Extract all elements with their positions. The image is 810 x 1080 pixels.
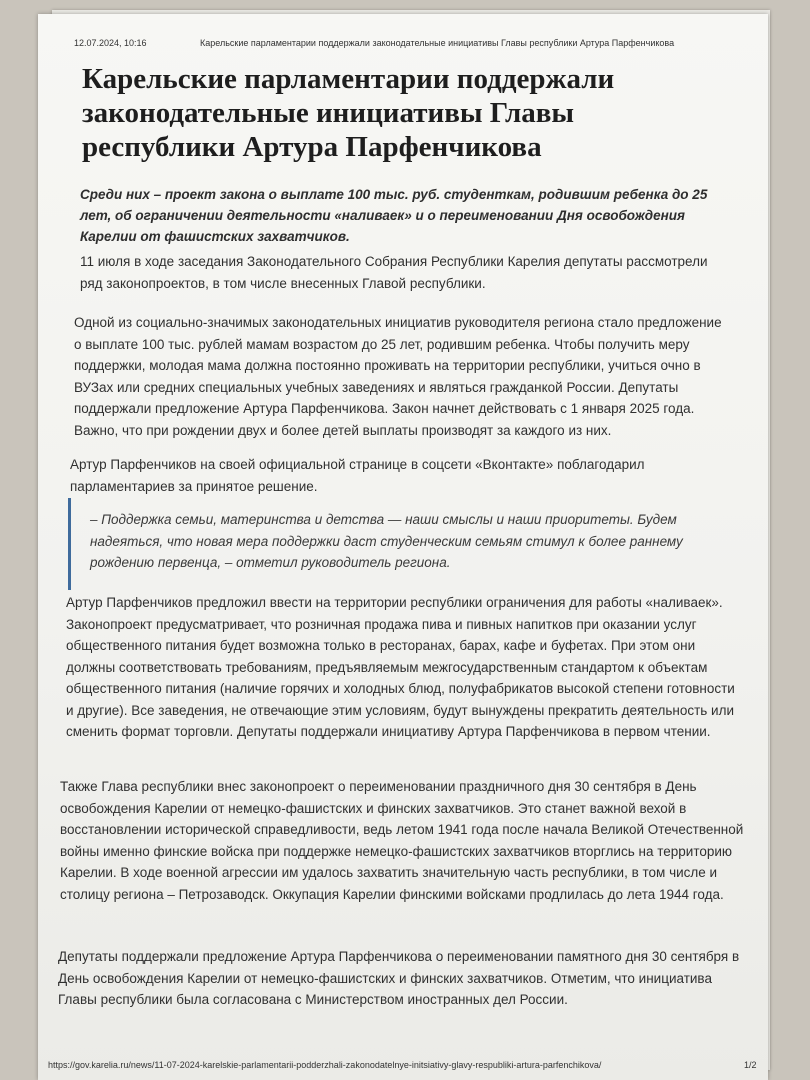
article-paragraph-3: Артур Парфенчиков на своей официальной странице в соцсети «Вконтакте» поблагодарил парламентариев за принятое решение. xyxy=(70,457,645,494)
quote-bar xyxy=(68,498,71,590)
article-paragraph-6: Депутаты поддержали предложение Артура Парфенчикова о переименовании памятного дня 30 сентября в День освобождения Карелии от немецко-фашистских и финских захватчиков. Отметим, что инициатива Главы республики была согласована с Министерством иностранных дел России. xyxy=(58,949,740,1007)
article-paragraph-5: Также Глава республики внес законопроект о переименовании праздничного дня 30 сентября в День освобождения Карелии от немецко-фашистских и финских захватчиков. Это станет важной вехой в восстановлении исторической справедливости, ведь летом 1941 года после начала Великой Отечественной войны именно финские войска при поддержке немецко-фашистских захватчиков вторглись на территорию Карелии. В ходе военной агрессии им удалось захватить значительную часть республики, в том числе и столицу региона – Петрозаводск. Оккупация Карелии финскими войсками продлилась до лета 1944 года. xyxy=(60,779,744,902)
footer-page-number: 1/2 xyxy=(744,1060,757,1070)
article-quote: – Поддержка семьи, материнства и детства — наши смыслы и наши приоритеты. Будем надеяться, что новая мера поддержки даст студенческим семьям стимул к более раннему рождению первенца, – отметил руководитель региона. xyxy=(90,512,683,570)
footer-url: https://gov.karelia.ru/news/11-07-2024-karelskie-parlamentarii-podderzhali-zakonodatelnye-initsiativy-glavy-respubliki-artura-parfenchikova/ xyxy=(48,1060,602,1070)
article-paragraph-2: Одной из социально-значимых законодательных инициатив руководителя региона стало предложение о выплате 100 тыс. рублей мамам возрастом до 25 лет, родившим ребенка. Чтобы получить меру поддержки, молодая мама должна постоянно проживать на территории республики, учиться очно в ВУЗах или средних специальных учебных заведениях и являться гражданкой России. Депутаты поддержали предложение Артура Парфенчикова. Закон начнет действовать с 1 января 2025 года. Важно, что при рождении двух и более детей выплаты производят за каждого из них. xyxy=(74,315,722,438)
article-paragraph-4: Артур Парфенчиков предложил ввести на территории республики ограничения для работы «наливаек». Законопроект предусматривает, что розничная продажа пива и пивных напитков при оказании услуг общественного питания будет возможна только в ресторанах, барах, кафе и буфетах. При этом они должны соответствовать требованиям, предъявляемым межгосударственным стандартом к объектам общественного питания (наличие горячих и холодных блюд, полуфабрикатов высокой степени готовности и другие). Все заведения, не отвечающие этим условиям, будут вынуждены прекратить деятельность или сменить формат торговли. Депутаты поддержали инициативу Артура Парфенчикова в первом чтении. xyxy=(66,595,735,739)
article-lead: Среди них – проект закона о выплате 100 тыс. руб. студенткам, родившим ребенка до 25 лет, об ограничении деятельности «наливаек» и о переименовании Дня освобождения Карелии от фашистских захватчиков. xyxy=(80,187,708,244)
print-header-title: Карельские парламентарии поддержали законодательные инициативы Главы республики Артура Парфенчикова xyxy=(200,38,675,48)
article-title: Карельские парламентарии поддержали законодательные инициативы Главы республики Артура Парфенчикова xyxy=(82,63,615,163)
article-paragraph-1: 11 июля в ходе заседания Законодательного Собрания Республики Карелия депутаты рассмотрели ряд законопроектов, в том числе внесенных Главой республики. xyxy=(80,254,708,291)
printed-page xyxy=(38,14,768,1080)
print-datetime: 12.07.2024, 10:16 xyxy=(74,38,147,48)
